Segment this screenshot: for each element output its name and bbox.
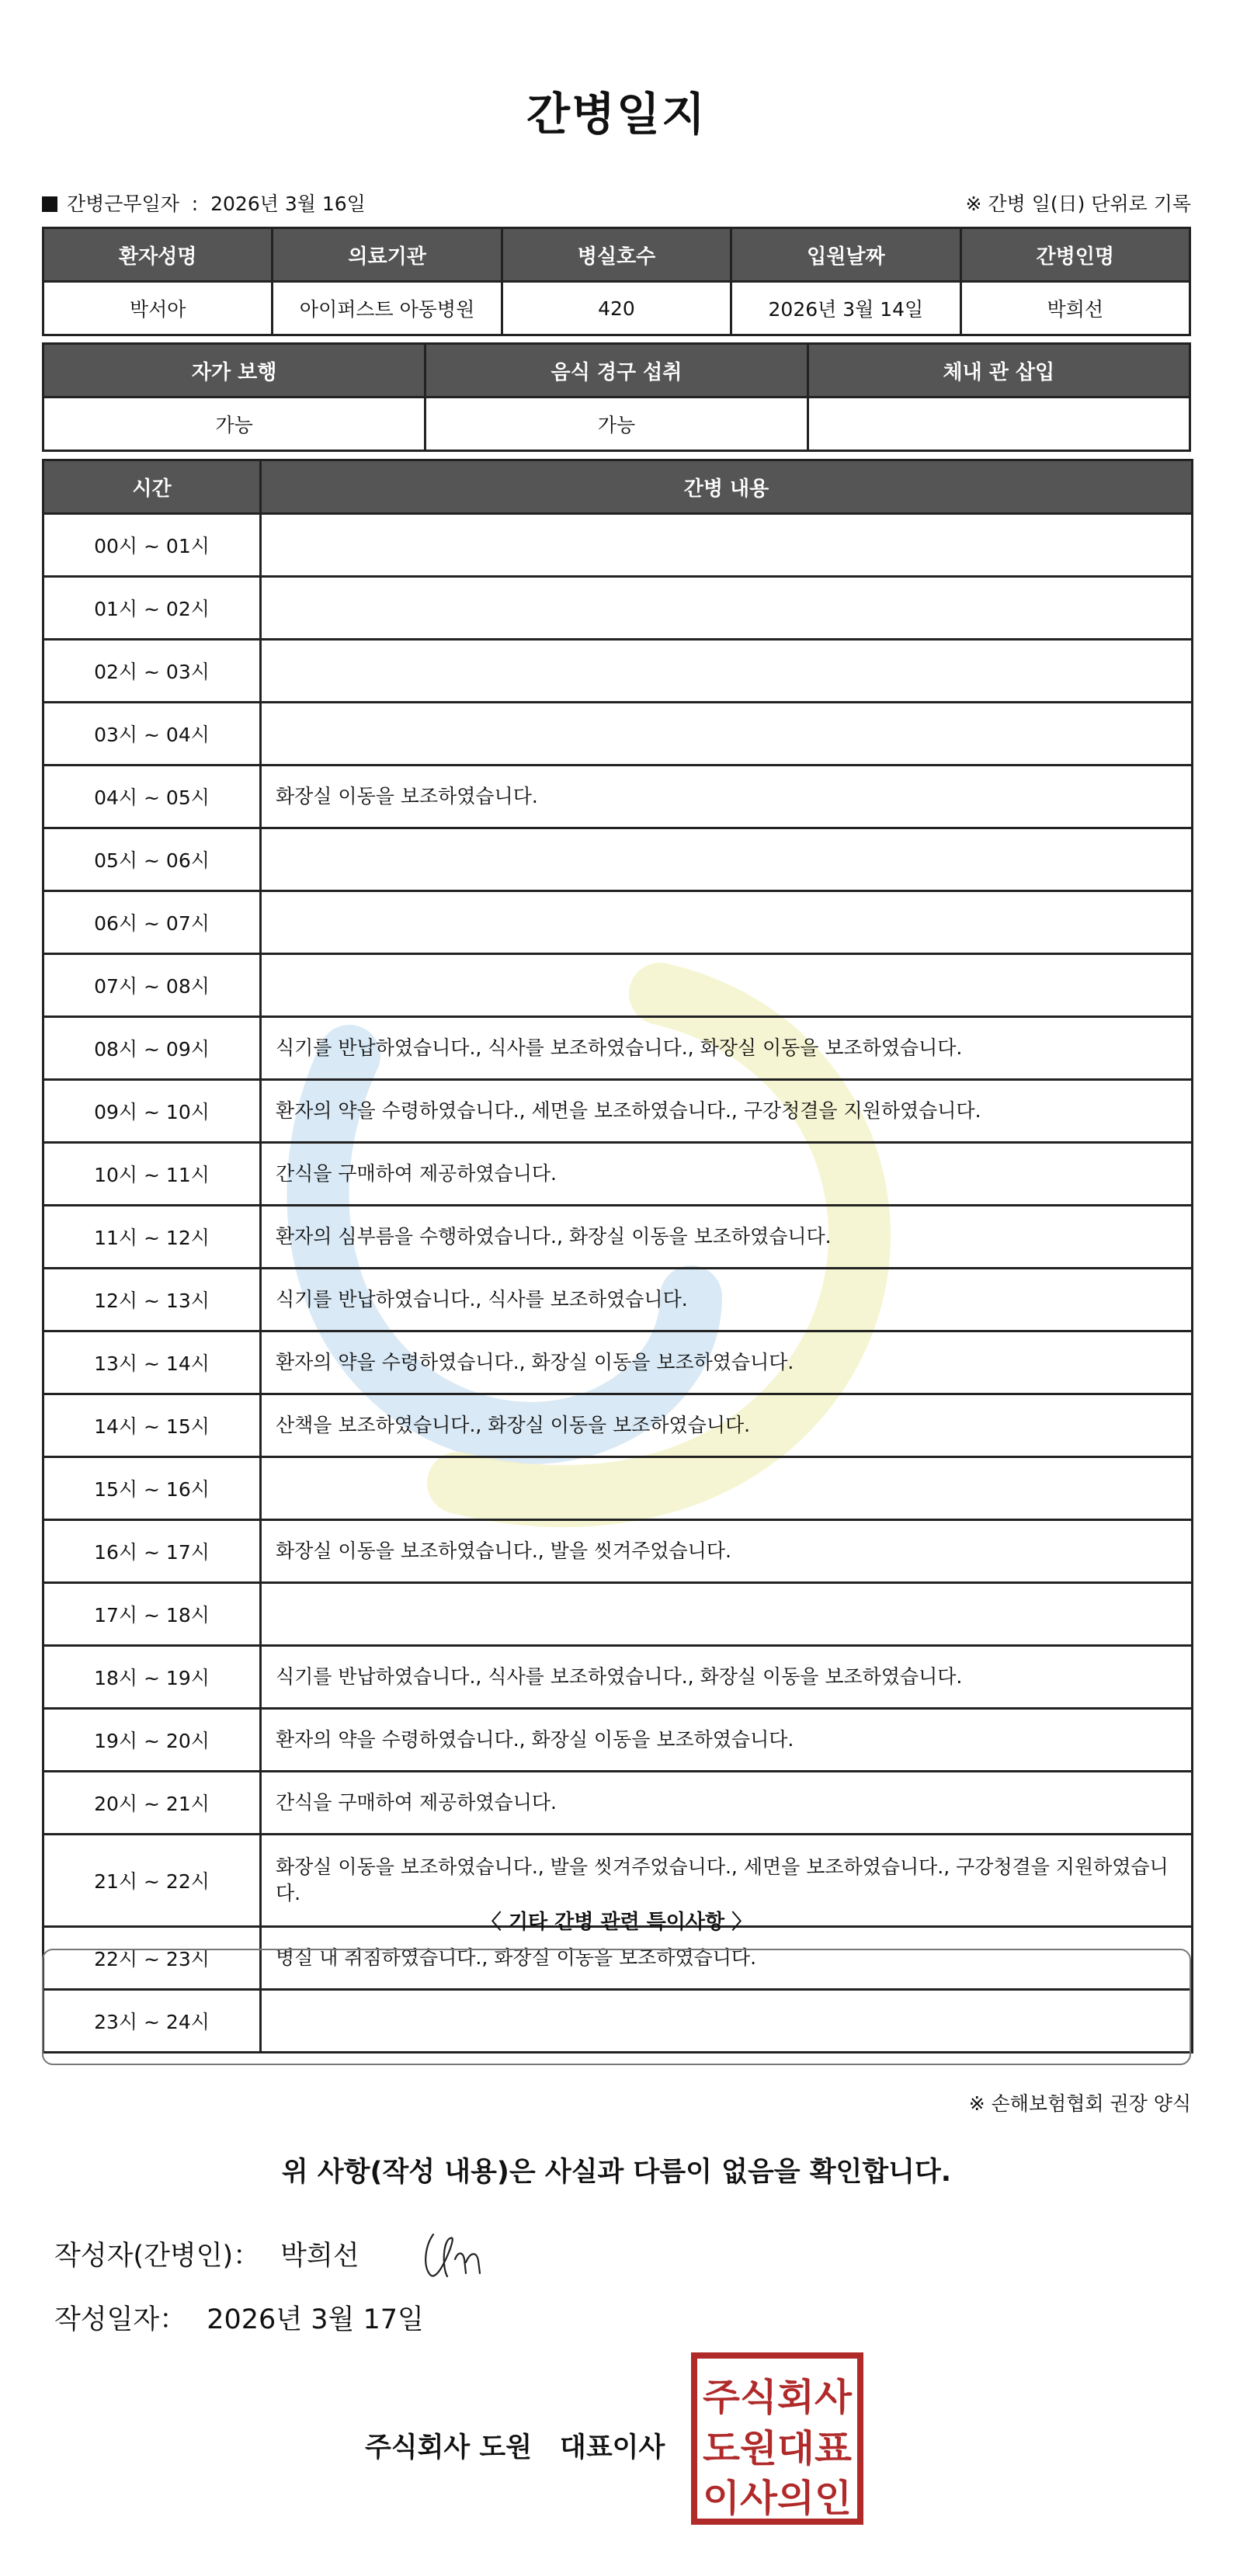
square-bullet-icon	[42, 196, 57, 212]
time-cell: 15시 ~ 16시	[43, 1457, 261, 1520]
table-row	[43, 640, 1193, 703]
time-header: 시간	[43, 460, 261, 514]
tube-insertion-value	[808, 398, 1190, 451]
time-cell: 11시 ~ 12시	[43, 1206, 261, 1269]
patient-info-header-row	[43, 228, 1190, 282]
table-row	[43, 1646, 1193, 1709]
content-cell: 화장실 이동을 보조하였습니다.	[261, 766, 1193, 828]
time-cell: 21시 ~ 22시	[43, 1835, 261, 1927]
work-date-value: 2026년 3월 16일	[210, 193, 366, 215]
time-cell: 10시 ~ 11시	[43, 1143, 261, 1206]
writer-label: 작성자(간병인)：	[54, 2241, 261, 2272]
time-cell: 01시 ~ 02시	[43, 577, 261, 640]
page-title: 간병일지	[526, 88, 707, 141]
table-row	[43, 514, 1193, 577]
handwritten-signature	[419, 2228, 505, 2283]
time-cell: 03시 ~ 04시	[43, 703, 261, 766]
patient-info-table	[42, 227, 1191, 336]
company-signature-line	[365, 2426, 665, 2465]
patient-name: 박서아	[43, 282, 273, 335]
seal-line-2: 도원대표	[703, 2427, 853, 2470]
content-cell: 식기를 반납하였습니다., 식사를 보조하였습니다., 화장실 이동을 보조하였습니다.	[261, 1017, 1193, 1080]
content-cell: 간식을 구매하여 제공하였습니다.	[261, 1772, 1193, 1835]
care-content-header: 간병 내용	[261, 460, 1193, 514]
special-notes-box	[42, 1949, 1191, 2065]
table-row	[43, 1080, 1193, 1143]
time-cell: 09시 ~ 10시	[43, 1080, 261, 1143]
signature-stroke	[425, 2234, 480, 2276]
seal-line-1: 주식회사	[703, 2376, 853, 2419]
content-cell: 산책을 보조하였습니다., 화장실 이동을 보조하였습니다.	[261, 1394, 1193, 1457]
ability-header-row	[43, 344, 1190, 398]
record-unit-note: ※ 간병 일(日) 단위로 기록	[965, 193, 1191, 215]
time-cell: 07시 ~ 08시	[43, 954, 261, 1017]
written-date-label: 작성일자：	[54, 2304, 187, 2335]
table-row	[43, 1017, 1193, 1080]
meta-row	[42, 189, 1191, 220]
table-row	[43, 1772, 1193, 1835]
oral-intake-header: 음식 경구 섭취	[425, 344, 808, 398]
table-row	[43, 766, 1193, 828]
time-cell: 16시 ~ 17시	[43, 1520, 261, 1583]
content-cell: 식기를 반납하였습니다., 식사를 보조하였습니다.	[261, 1269, 1193, 1331]
table-row	[43, 828, 1193, 891]
content-cell: 환자의 심부름을 수행하였습니다., 화장실 이동을 보조하였습니다.	[261, 1206, 1193, 1269]
writer-line	[54, 2234, 359, 2273]
ability-value-row	[43, 398, 1190, 451]
time-cell: 19시 ~ 20시	[43, 1709, 261, 1772]
hospital-name: 아이퍼스트 아동병원	[273, 282, 502, 335]
table-row	[43, 577, 1193, 640]
content-cell: 간식을 구매하여 제공하였습니다.	[261, 1143, 1193, 1206]
hospital-header: 의료기관	[273, 228, 502, 282]
table-row	[43, 1206, 1193, 1269]
seal-line-3: 이사의인	[703, 2477, 852, 2520]
time-cell: 02시 ~ 03시	[43, 640, 261, 703]
table-row	[43, 1709, 1193, 1772]
confirmation-statement: 위 사항(작성 내용)은 사실과 다름이 없음을 확인합니다.	[281, 2157, 952, 2188]
patient-ability-table	[42, 342, 1191, 452]
content-cell: 화장실 이동을 보조하였습니다., 발을 씻겨주었습니다., 세면을 보조하였습니다., 구강청결을 지원하였습니다.	[261, 1835, 1193, 1927]
care-log-table	[42, 459, 1193, 2054]
patient-info-value-row	[43, 282, 1190, 335]
table-row	[43, 1394, 1193, 1457]
caregiver-name-header: 간병인명	[960, 228, 1190, 282]
content-cell	[261, 828, 1193, 891]
table-row	[43, 1583, 1193, 1646]
time-cell: 20시 ~ 21시	[43, 1772, 261, 1835]
table-row	[43, 1520, 1193, 1583]
time-cell: 17시 ~ 18시	[43, 1583, 261, 1646]
table-row	[43, 1143, 1193, 1206]
special-notes-title: 〈 기타 간병 관련 특이사항 〉	[481, 1911, 752, 1934]
content-cell	[261, 703, 1193, 766]
room-number: 420	[502, 282, 731, 335]
table-row	[43, 1331, 1193, 1394]
time-cell: 06시 ~ 07시	[43, 891, 261, 954]
time-cell: 14시 ~ 15시	[43, 1394, 261, 1457]
oral-intake-value: 가능	[425, 398, 808, 451]
content-cell	[261, 1457, 1193, 1520]
work-date: 간병근무일자 : 2026년 3월 16일	[42, 189, 366, 217]
tube-insertion-header: 체내 관 삽입	[808, 344, 1190, 398]
time-cell: 22시 ~ 23시	[43, 1927, 261, 1990]
content-cell	[261, 1583, 1193, 1646]
work-date-label: 간병근무일자	[67, 193, 179, 215]
content-cell	[261, 514, 1193, 577]
table-row	[43, 703, 1193, 766]
content-cell	[261, 891, 1193, 954]
written-date-value: 2026년 3월 17일	[207, 2304, 424, 2335]
table-row	[43, 1269, 1193, 1331]
content-cell: 환자의 약을 수령하였습니다., 화장실 이동을 보조하였습니다.	[261, 1331, 1193, 1394]
self-walking-value: 가능	[43, 398, 425, 451]
caregiver-name: 박희선	[960, 282, 1190, 335]
admission-date-header: 입원날짜	[731, 228, 960, 282]
representative-title: 대표이사	[560, 2432, 665, 2463]
time-cell: 08시 ~ 09시	[43, 1017, 261, 1080]
content-cell	[261, 577, 1193, 640]
table-row	[43, 891, 1193, 954]
recommended-form-notice: ※ 손해보험협회 권장 양식	[968, 2092, 1191, 2115]
time-cell: 00시 ~ 01시	[43, 514, 261, 577]
patient-name-header: 환자성명	[43, 228, 273, 282]
time-cell: 13시 ~ 14시	[43, 1331, 261, 1394]
time-cell: 18시 ~ 19시	[43, 1646, 261, 1709]
content-cell: 병실 내 취침하였습니다., 화장실 이동을 보조하였습니다.	[261, 1927, 1193, 1990]
written-date-line	[54, 2298, 424, 2337]
time-cell: 05시 ~ 06시	[43, 828, 261, 891]
time-cell: 12시 ~ 13시	[43, 1269, 261, 1331]
admission-date: 2026년 3월 14일	[731, 282, 960, 335]
writer-name: 박희선	[280, 2241, 359, 2272]
content-cell	[261, 954, 1193, 1017]
company-seal	[691, 2352, 863, 2525]
room-number-header: 병실호수	[502, 228, 731, 282]
content-cell: 화장실 이동을 보조하였습니다., 발을 씻겨주었습니다.	[261, 1520, 1193, 1583]
content-cell	[261, 640, 1193, 703]
content-cell: 환자의 약을 수령하였습니다., 세면을 보조하였습니다., 구강청결을 지원하였습니다.	[261, 1080, 1193, 1143]
time-cell: 04시 ~ 05시	[43, 766, 261, 828]
time-cell: 23시 ~ 24시	[43, 1990, 261, 2053]
table-row	[43, 954, 1193, 1017]
content-cell: 식기를 반납하였습니다., 식사를 보조하였습니다., 화장실 이동을 보조하였습니다.	[261, 1646, 1193, 1709]
care-log-header-row	[43, 460, 1193, 514]
table-row	[43, 1457, 1193, 1520]
self-walking-header: 자가 보행	[43, 344, 425, 398]
company-name: 주식회사 도원	[365, 2432, 533, 2463]
content-cell: 환자의 약을 수령하였습니다., 화장실 이동을 보조하였습니다.	[261, 1709, 1193, 1772]
